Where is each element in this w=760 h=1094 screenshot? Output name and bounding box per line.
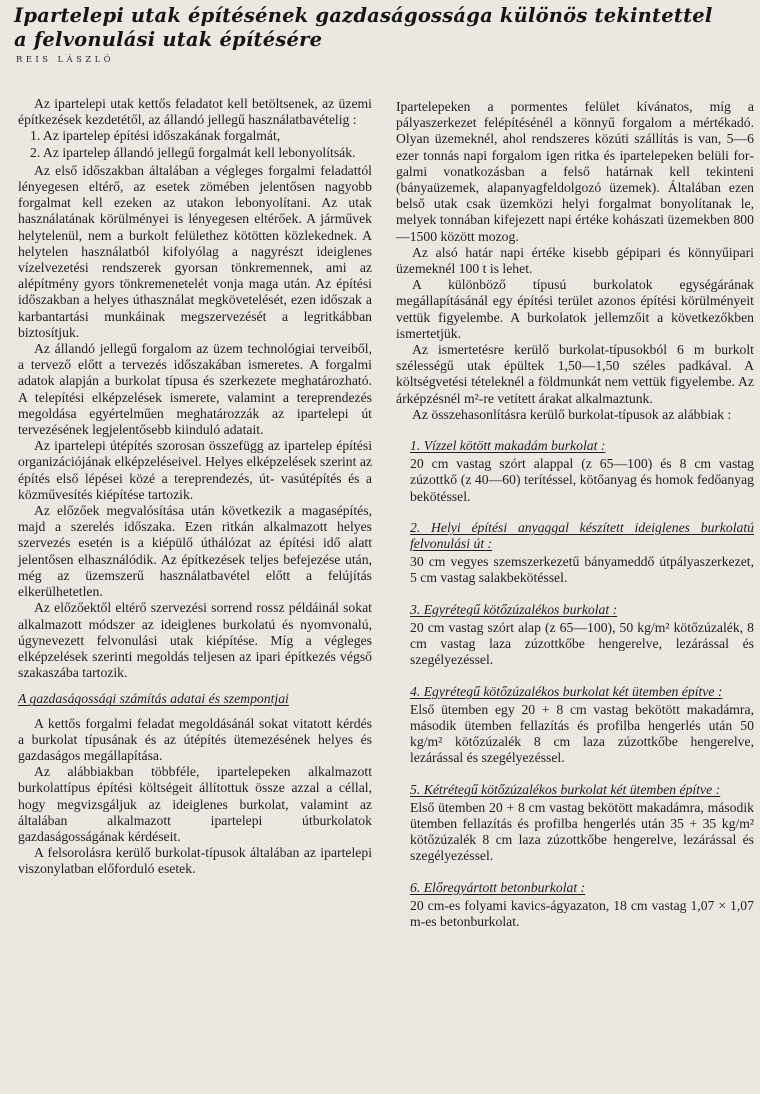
pavement-type-heading: 5. Kétrétegű kötőzúzalékos burkolat két ütemben építve : xyxy=(410,781,721,797)
pavement-type-heading: 4. Egyrétegű kötőzúzalékos burkolat két ütemben építve : xyxy=(410,683,723,699)
paragraph: A kettős forgalmi feladat megoldásánál sokat vitatott kérdés a burkolat típusának és az útépítés ütemezésének helyes és gazdaságos megállapítása. xyxy=(18,715,372,763)
paragraph: Az alsó határ napi értéke kisebb gépipari és könnyűipari üzemeknél 100 t is lehet. xyxy=(396,244,754,277)
pavement-type-description: 20 cm vastag szórt alappal (z 65—100) és 8 cm vastag zúzottkő (z 40—60) terítéssel, kötőanyag és homok fedőanyag bekötéssel. xyxy=(410,456,754,504)
paragraph: A különböző típusú burkolatok egységárának megállapításánál egy építési terület azonos építési körülményeit vettük figyelembe. A burkolatok jellemzőit a következőkben ismertetjük. xyxy=(396,277,754,341)
pavement-type-description: 30 cm vegyes szemszerkezetű bányameddő útpályaszerkezet, 5 cm vastag salakbekötéssel. xyxy=(410,554,754,586)
paragraph: Az ipartelepi útépítés szorosan összefügg az ipartelep építési organizációjának elképzeléseivel. Helyes elképzelések szerint az építés első lépései közé a tereprendezés, út- vasútépítés és a közművesítés kiépítése tartozik. xyxy=(18,438,372,502)
pavement-type-description: 20 cm vastag szórt alap (z 65—100), 50 kg/m² kötőzúzalék, 8 cm vastag laza zúzottkőbe hengerelve, lezárással és szegélyezéssel. xyxy=(410,619,754,668)
pavement-type-heading: 6. Előregyártott betonburkolat : xyxy=(410,879,586,895)
left-column xyxy=(18,96,372,878)
paragraph: Az alábbiakban többféle, ipartelepeken alkalmazott burkolattípus építési költségeit állítottuk össze azzal a céllal, hogy megvizsgáljuk az ideiglenes burkolat, valamint az általában alkalmazott ipartelepi útburkolatok gazdaságosságának kérdéseit. xyxy=(18,764,372,844)
paragraph: Az ipartelepi utak kettős feladatot kell betöltsenek, az üzemi építkezések kezdetétől, az állandó jellegű használatbavételig : xyxy=(18,96,372,128)
paragraph: Az állandó jellegű forgalom az üzem technológiai terveiből, a tervező előtt a tervezés időszakában ismeretes. A forgalmi adatok alapján a burkolat típusa és szerkezete meghatározható. A telepítési elképzelések ismerete, valamint a tereprendezés megoldása egyértelműen meghatározzák az ipartelepi út tervezésének legjelentősebb kiinduló adatait. xyxy=(18,341,372,438)
pavement-type-heading: 2. Helyi építési anyaggal készített ideiglenes burkolatú felvonulási út : xyxy=(410,519,754,552)
article-author: REIS LÁSZLÓ xyxy=(16,55,115,65)
list-item: 2. Az ipartelep állandó jellegű forgalmát kell lebonyolítsák. xyxy=(30,144,356,160)
pavement-type-description: Első ütemben egy 20 + 8 cm vastag bekötött makadámra, második ütemben fellazítás és profilba hengerlés után 50 kg/m² kötőzúzalék 8 cm laza zúzottkőbe hengerelve, lezárással és szegélyezéssel. xyxy=(410,701,754,766)
pavement-type-heading: 3. Egyrétegű kötőzúzalékos burkolat : xyxy=(410,601,618,617)
paragraph: Az összehasonlításra kerülő burkolat-típusok az alábbiak : xyxy=(412,406,732,422)
pavement-type-description: Első ütemben 20 + 8 cm vastag bekötött makadámra, második ütemben fellazítás és profilba hengerlés után 35 + 35 kg/m² kötőzúzalék 8 cm laza zúzottkőbe hengerelve, lezárással és szegélyezéssel. xyxy=(410,799,754,864)
paragraph: Az előzőek megvalósítása után következik a magasépítés, majd a szerelés időszaka. Ezen ritkán alkalmazott helyes szervezés esetén is a kiépülő úthálózat az építési idő alatt jelentősen elhasználódik. Az építkezések teljes befejezése után, még az üzemszerű használatbavétel előtt a felújítás elkerülhetetlen. xyxy=(18,503,372,600)
article-title: Ipartelepi utak építésének gazdaságossága különös tekintettel a felvonulási utak építésére xyxy=(14,4,713,51)
section-heading: A gazdaságossági számítás adatai és szempontjai xyxy=(18,691,289,707)
paragraph: Az előzőektől eltérő szervezési sorrend rossz példáinál sokat alkalmazott módszer az ideiglenes burkolatú és nyomvonalú, úgynevezett felvonulási utak kiépítése. Míg a végleges elképzelések szerinti megoldás teljesen az ipari építkezés végső szakaszába tartozik. xyxy=(18,600,372,681)
paragraph: Az ismertetésre kerülő burkolat-típusokból 6 m burkolt szélességű utak épültek 1,50—1,50 széles padkával. A költségvetési tételeknél a földmunkát nem vettük figyelembe. Az árképzésnél m²-re vetített árakat alkalmaztunk. xyxy=(396,342,754,406)
pavement-type-description: 20 cm-es folyami kavics-ágyazaton, 18 cm vastag 1,07 × 1,07 m-es betonburkolat. xyxy=(410,897,754,929)
paragraph: Ipartelepeken a pormentes felület kívánatos, míg a pályaszerkezet felépítésénél a könnyű forgalom a mértékadó. Olyan üzemeknél, ahol rendszeres közúti szállítás is van, 5—6 ezer tonnás napi forgalom igen ritka és ipartelepeken belüli forgalmi vonatkozásban a felső határnak kell tekinteni (bányaüzemek, alapanyagfeldolgozó üzemek). Általában ezen belső utak csak üzemközi helyi forgalmat bonyolítanak le, melyek tonnában kifejezett napi értéke kohászati üzemekben 800—1500 között mozog. xyxy=(396,99,754,244)
paragraph: Az első időszakban általában a végleges forgalmi feladattól lényegesen eltérő, az esetek zömében jelentősen nagyobb forgalmat kell ezeken az utakon lebonyolítani. Az utak használatának körülményei is lényegesen eltérőek. A járművek helytelenül, nem a burkolt felülethez kötötten közlekednek. A helytelen használatból kifolyólag a nagyrészt ideiglenes vízelvezetési rendszerek gyorsan tönkremennek, ami az alépítmény gyors tönkremenetelét vonja maga után. Az építési időszakban a helyes úthasználat megkövetelését, ezen időszak a karbantartási munkáinak megszervezését a legritkábban biztosítjuk. xyxy=(18,162,372,340)
right-column xyxy=(396,99,754,930)
pavement-type-heading: 1. Vízzel kötött makadám burkolat : xyxy=(410,438,606,454)
paragraph: A felsorolásra kerülő burkolat-típusok általában az ipartelepi viszonylatban előforduló esetek. xyxy=(18,845,372,877)
list-item: 1. Az ipartelep építési időszakának forgalmát, xyxy=(30,128,281,144)
